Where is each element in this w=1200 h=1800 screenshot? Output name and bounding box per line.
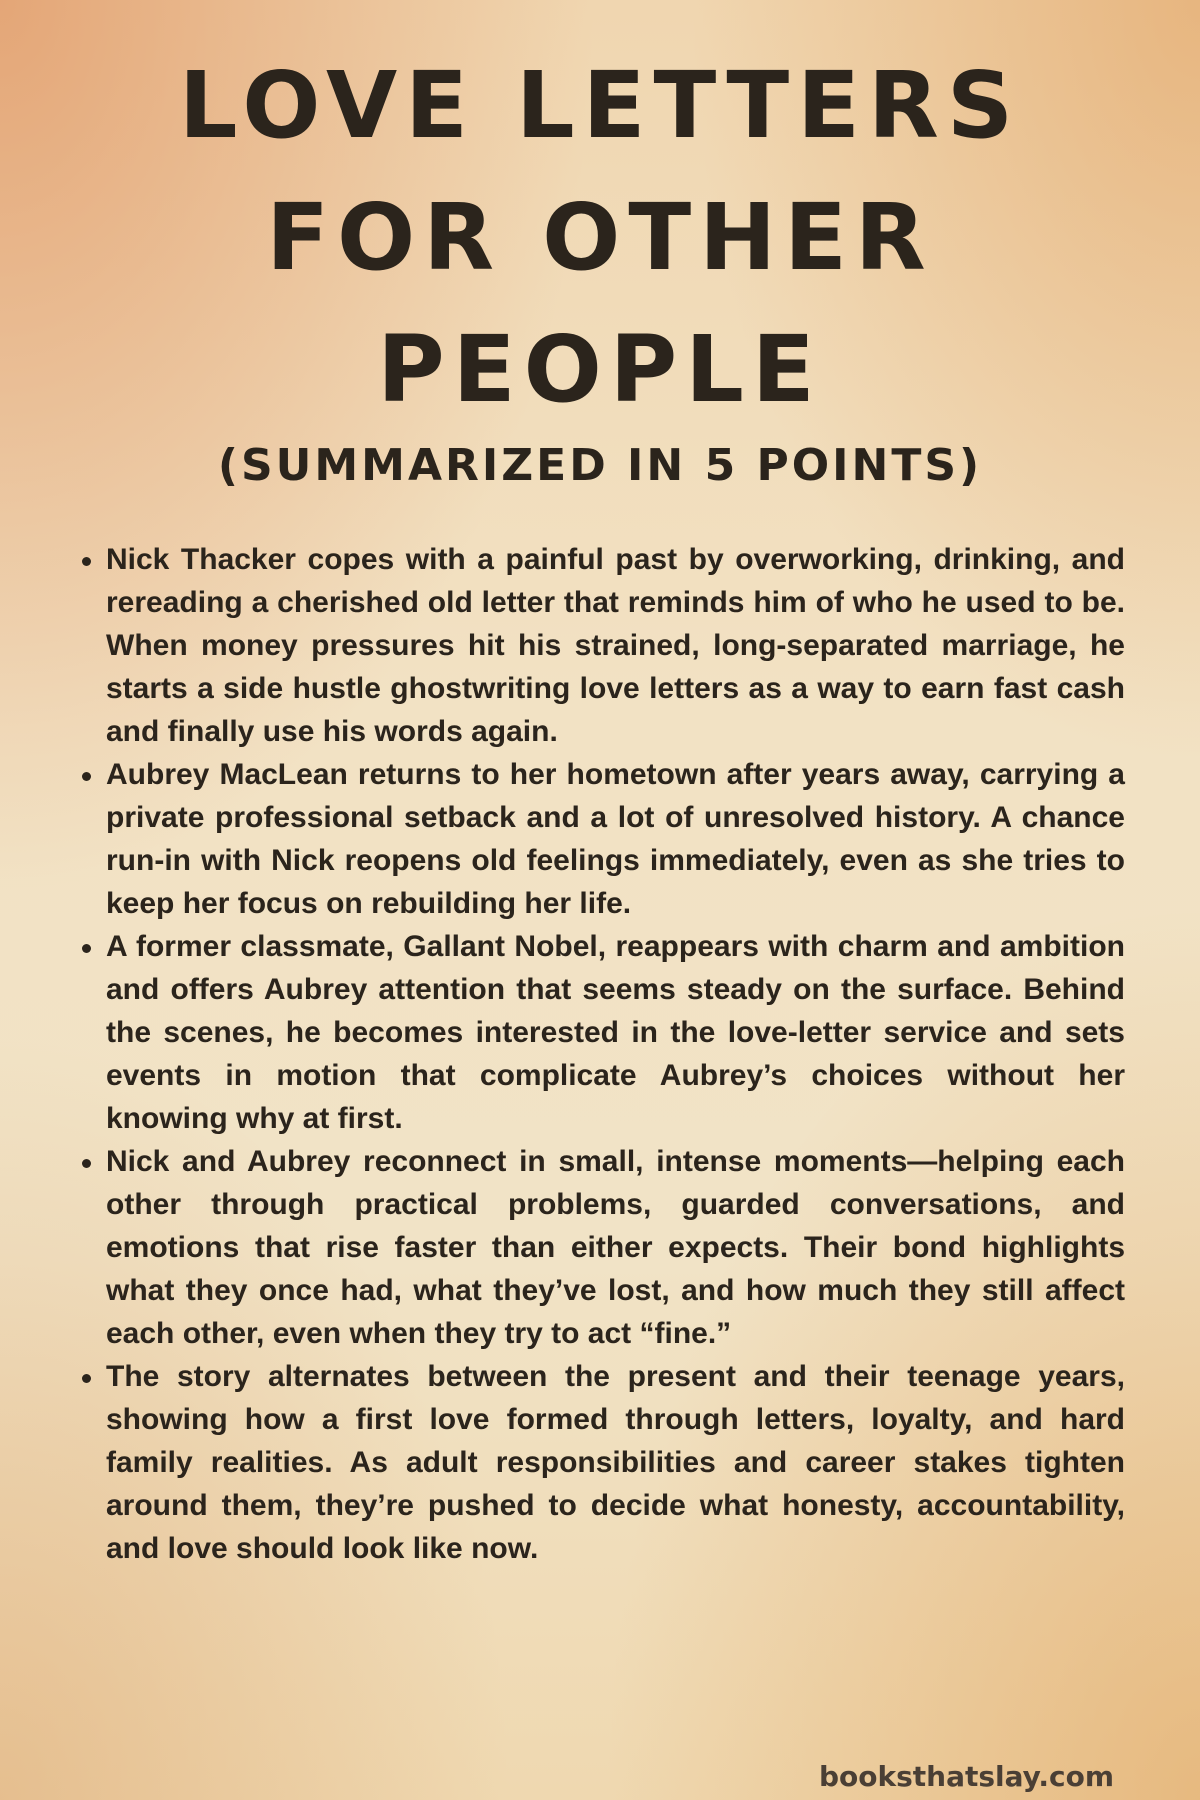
- page-title: [0, 40, 1200, 436]
- summary-point: Nick and Aubrey reconnect in small, intense moments—helping each other through practical problems, guarded conversations, and emotions that rise faster than either expects. Their bond highlights what they once had, what they’ve lost, and how much they still affect each other, even when they try to act “fine.”: [106, 1140, 1125, 1355]
- subtitle: (SUMMARIZED IN 5 POINTS): [217, 440, 983, 491]
- title-line: FOR OTHER: [266, 184, 934, 291]
- title-line: LOVE LETTERS: [178, 52, 1022, 159]
- title-line: PEOPLE: [377, 316, 823, 423]
- summary-point: Aubrey MacLean returns to her hometown after years away, carrying a private professional setback and a lot of unresolved history. A chance run-in with Nick reopens old feelings immediately, even as she tries to keep her focus on rebuilding her life.: [106, 753, 1125, 925]
- summary-list: [106, 538, 1125, 1570]
- summary-point: A former classmate, Gallant Nobel, reappears with charm and ambition and offers Aubrey attention that seems steady on the surface. Behind the scenes, he becomes interested in the love-letter service and sets events in motion that complicate Aubrey’s choices without her knowing why at first.: [106, 925, 1125, 1140]
- website-credit: booksthatslay.com: [818, 1760, 1114, 1793]
- summary-point: Nick Thacker copes with a painful past by overworking, drinking, and rereading a cherished old letter that reminds him of who he used to be. When money pressures hit his strained, long-separated marriage, he starts a side hustle ghostwriting love letters as a way to earn fast cash and finally use his words again.: [106, 538, 1125, 753]
- summary-point: The story alternates between the present and their teenage years, showing how a first love formed through letters, loyalty, and hard family realities. As adult responsibilities and career stakes tighten around them, they’re pushed to decide what honesty, accountability, and love should look like now.: [106, 1355, 1125, 1570]
